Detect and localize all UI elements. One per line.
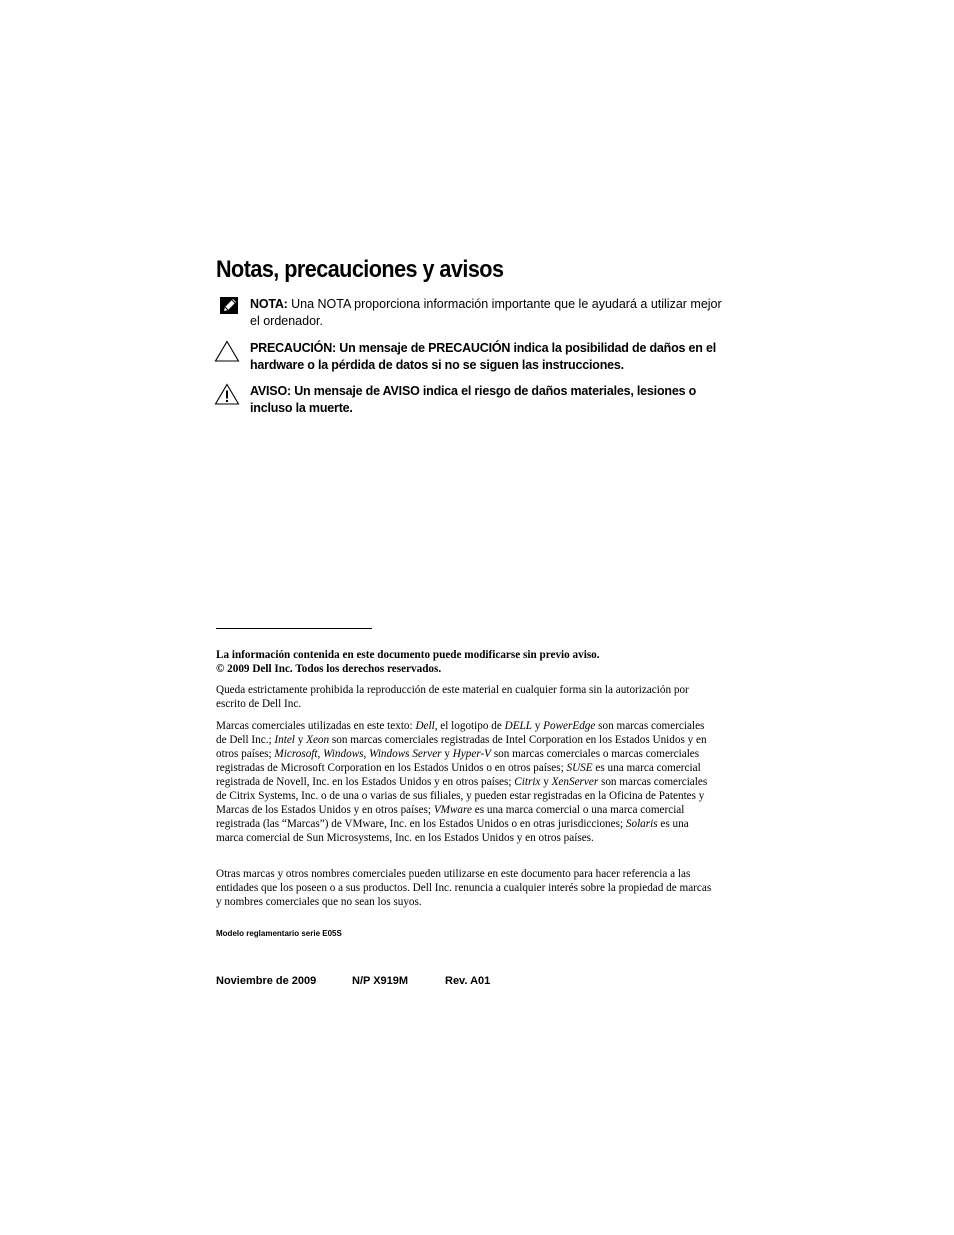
other-marks-paragraph [216,867,716,909]
warning-body: Un mensaje de AVISO indica el riesgo de daños materiales, lesiones o incluso la muerte. [250,384,697,415]
separator-rule [216,628,372,629]
regulatory-model: Modelo reglamentario serie E05S [216,929,342,938]
tm-windows: Windows [323,748,364,760]
tm-citrix: Citrix [514,776,541,788]
reproduction-text: Queda estrictamente prohibida la reproducción de este material en cualquier forma sin la autorización por escrito de Dell Inc. [216,684,689,710]
caution-body: Un mensaje de PRECAUCIÓN indica la posibilidad de daños en el hardware o la pérdida de datos si no se siguen las instrucciones. [250,341,717,372]
warning-exclamation-icon [214,383,240,405]
copyright-line: © 2009 Dell Inc. Todos los derechos reservados. [216,663,442,675]
caution-text [250,340,734,374]
change-notice-line: La información contenida en este documento puede modificarse sin previo aviso. [216,649,600,661]
footer-revision: Rev. A01 [445,975,491,987]
note-text [250,296,734,330]
caution-label: PRECAUCIÓN: [250,341,336,355]
footer-date: Noviembre de 2009 [216,975,317,987]
note-label: NOTA: [250,297,288,311]
tm-xenserver: XenServer [551,776,599,788]
warning-text [250,383,734,417]
reproduction-paragraph [216,683,716,711]
change-notice [216,648,716,676]
caution-triangle-icon [214,340,240,362]
tm-solaris: Solaris [625,818,658,830]
caution-notice [214,340,734,374]
trademarks-text: Marcas comerciales utilizadas en este texto: Dell, el logotipo de DELL y PowerEdge son marcas comerciales de Dell Inc.; Intel y Xeon son marcas comerciales registradas de Intel Corporation en los Estados Unidos y en otros países; Microsoft, Windows, Windows Server y Hyper-V son marcas comerciales o marcas comerciales registradas de Microsoft Corporation en los Estados Unidos o en otros países; SUSE es una marca comercial registrada de Novell, Inc. en los Estados Unidos y en otros países; Citrix y XenServer son marcas comerciales de Citrix Systems, Inc. o de una o varias de sus filiales, y pueden estar registradas en la Oficina de Patentes y Marcas de los Estados Unidos y en otros países; VMware es una marca comercial o una marca comercial registrada (las “Marcas”) de VMware, Inc. en los Estados Unidos o en otras jurisdicciones; Solaris es una marca comercial de Sun Microsystems, Inc. en los Estados Unidos y en otros países. [216,720,708,844]
footer-part-number: N/P X919M [352,975,409,987]
tm-dell: Dell [415,720,435,732]
tm-microsoft: Microsoft [274,748,318,760]
tm-poweredge: PowerEdge [543,720,596,732]
trademarks-paragraph [216,719,716,845]
tm-hyperv: Hyper-V [452,748,492,760]
note-notice [214,296,734,330]
tm-dell-logo: DELL [504,720,532,732]
other-marks-text: Otras marcas y otros nombres comerciales pueden utilizarse en este documento para hacer referencia a las entidades que los poseen o a sus productos. Dell Inc. renuncia a cualquier interés sobre la propiedad de marcas y nombres comerciales que no sean los suyos. [216,868,712,908]
tm-intel: Intel [274,734,295,746]
note-body: Una NOTA proporciona información importante que le ayudará a utilizar mejor el ordenador. [250,297,722,328]
note-pencil-icon [214,296,240,318]
tm-vmware: VMware [433,804,472,816]
warning-label: AVISO: [250,384,291,398]
tm-xeon: Xeon [306,734,330,746]
page-title: Notas, precauciones y avisos [216,256,504,283]
tm-suse: SUSE [566,762,593,774]
warning-notice [214,383,734,417]
tm-windows-server: Windows Server [369,748,442,760]
